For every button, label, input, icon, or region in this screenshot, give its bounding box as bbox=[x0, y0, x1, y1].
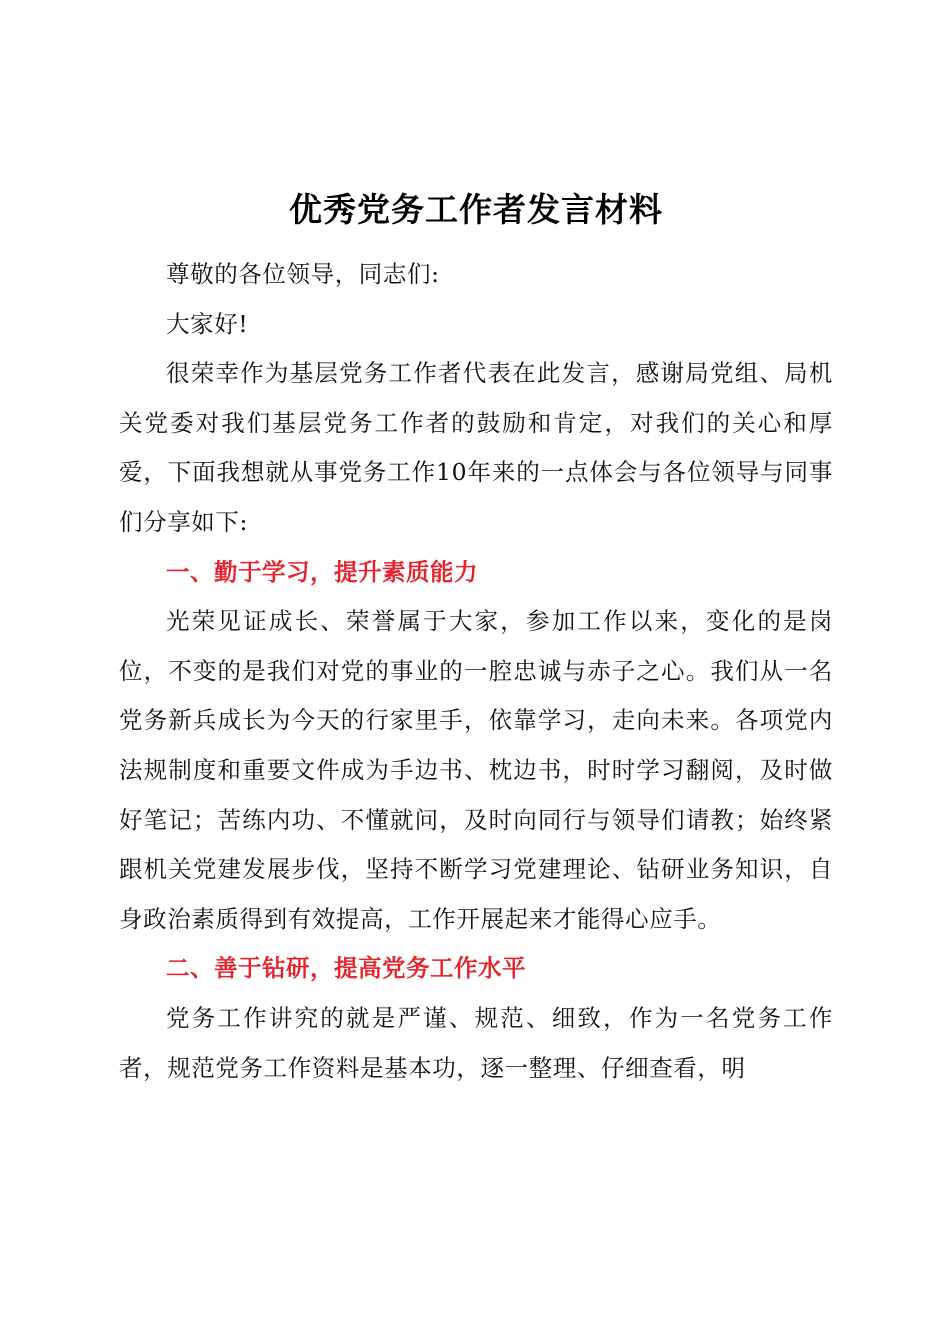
greeting: 大家好! bbox=[166, 309, 249, 338]
section-heading-1: 一、勤于学习，提升素质能力 bbox=[166, 557, 478, 586]
intro-paragraph: 很荣幸作为基层党务工作者代表在此发言，感谢局党组、局机关党委对我们基层党务工作者的鼓励和肯定，对我们的关心和厚爱，下面我想就从事党务工作10年来的一点体会与各位领导与同事们分享如下: bbox=[119, 359, 833, 536]
section-body-2: 党务工作讲究的就是严谨、规范、细致，作为一名党务工作者，规范党务工作资料是基本功，逐一整理、仔细查看，明 bbox=[119, 1003, 833, 1082]
document-content bbox=[119, 182, 833, 1093]
salutation: 尊敬的各位领导，同志们: bbox=[166, 260, 440, 288]
document-title: 优秀党务工作者发言材料 bbox=[289, 190, 663, 229]
section-heading-2: 二、善于钻研，提高党务工作水平 bbox=[166, 954, 526, 983]
section-body-1: 光荣见证成长、荣誉属于大家，参加工作以来，变化的是岗位，不变的是我们对党的事业的一腔忠诚与赤子之心。我们从一名党务新兵成长为今天的行家里手，依靠学习，走向未来。各项党内法规制度和重要文件成为手边书、枕边书，时时学习翻阅，及时做好笔记；苦练内功、不懂就问，及时向同行与领导们请教；始终紧跟机关党建发展步伐，坚持不断学习党建理论、钻研业务知识，自身政治素质得到有效提高，工作开展起来才能得心应手。 bbox=[119, 607, 833, 933]
